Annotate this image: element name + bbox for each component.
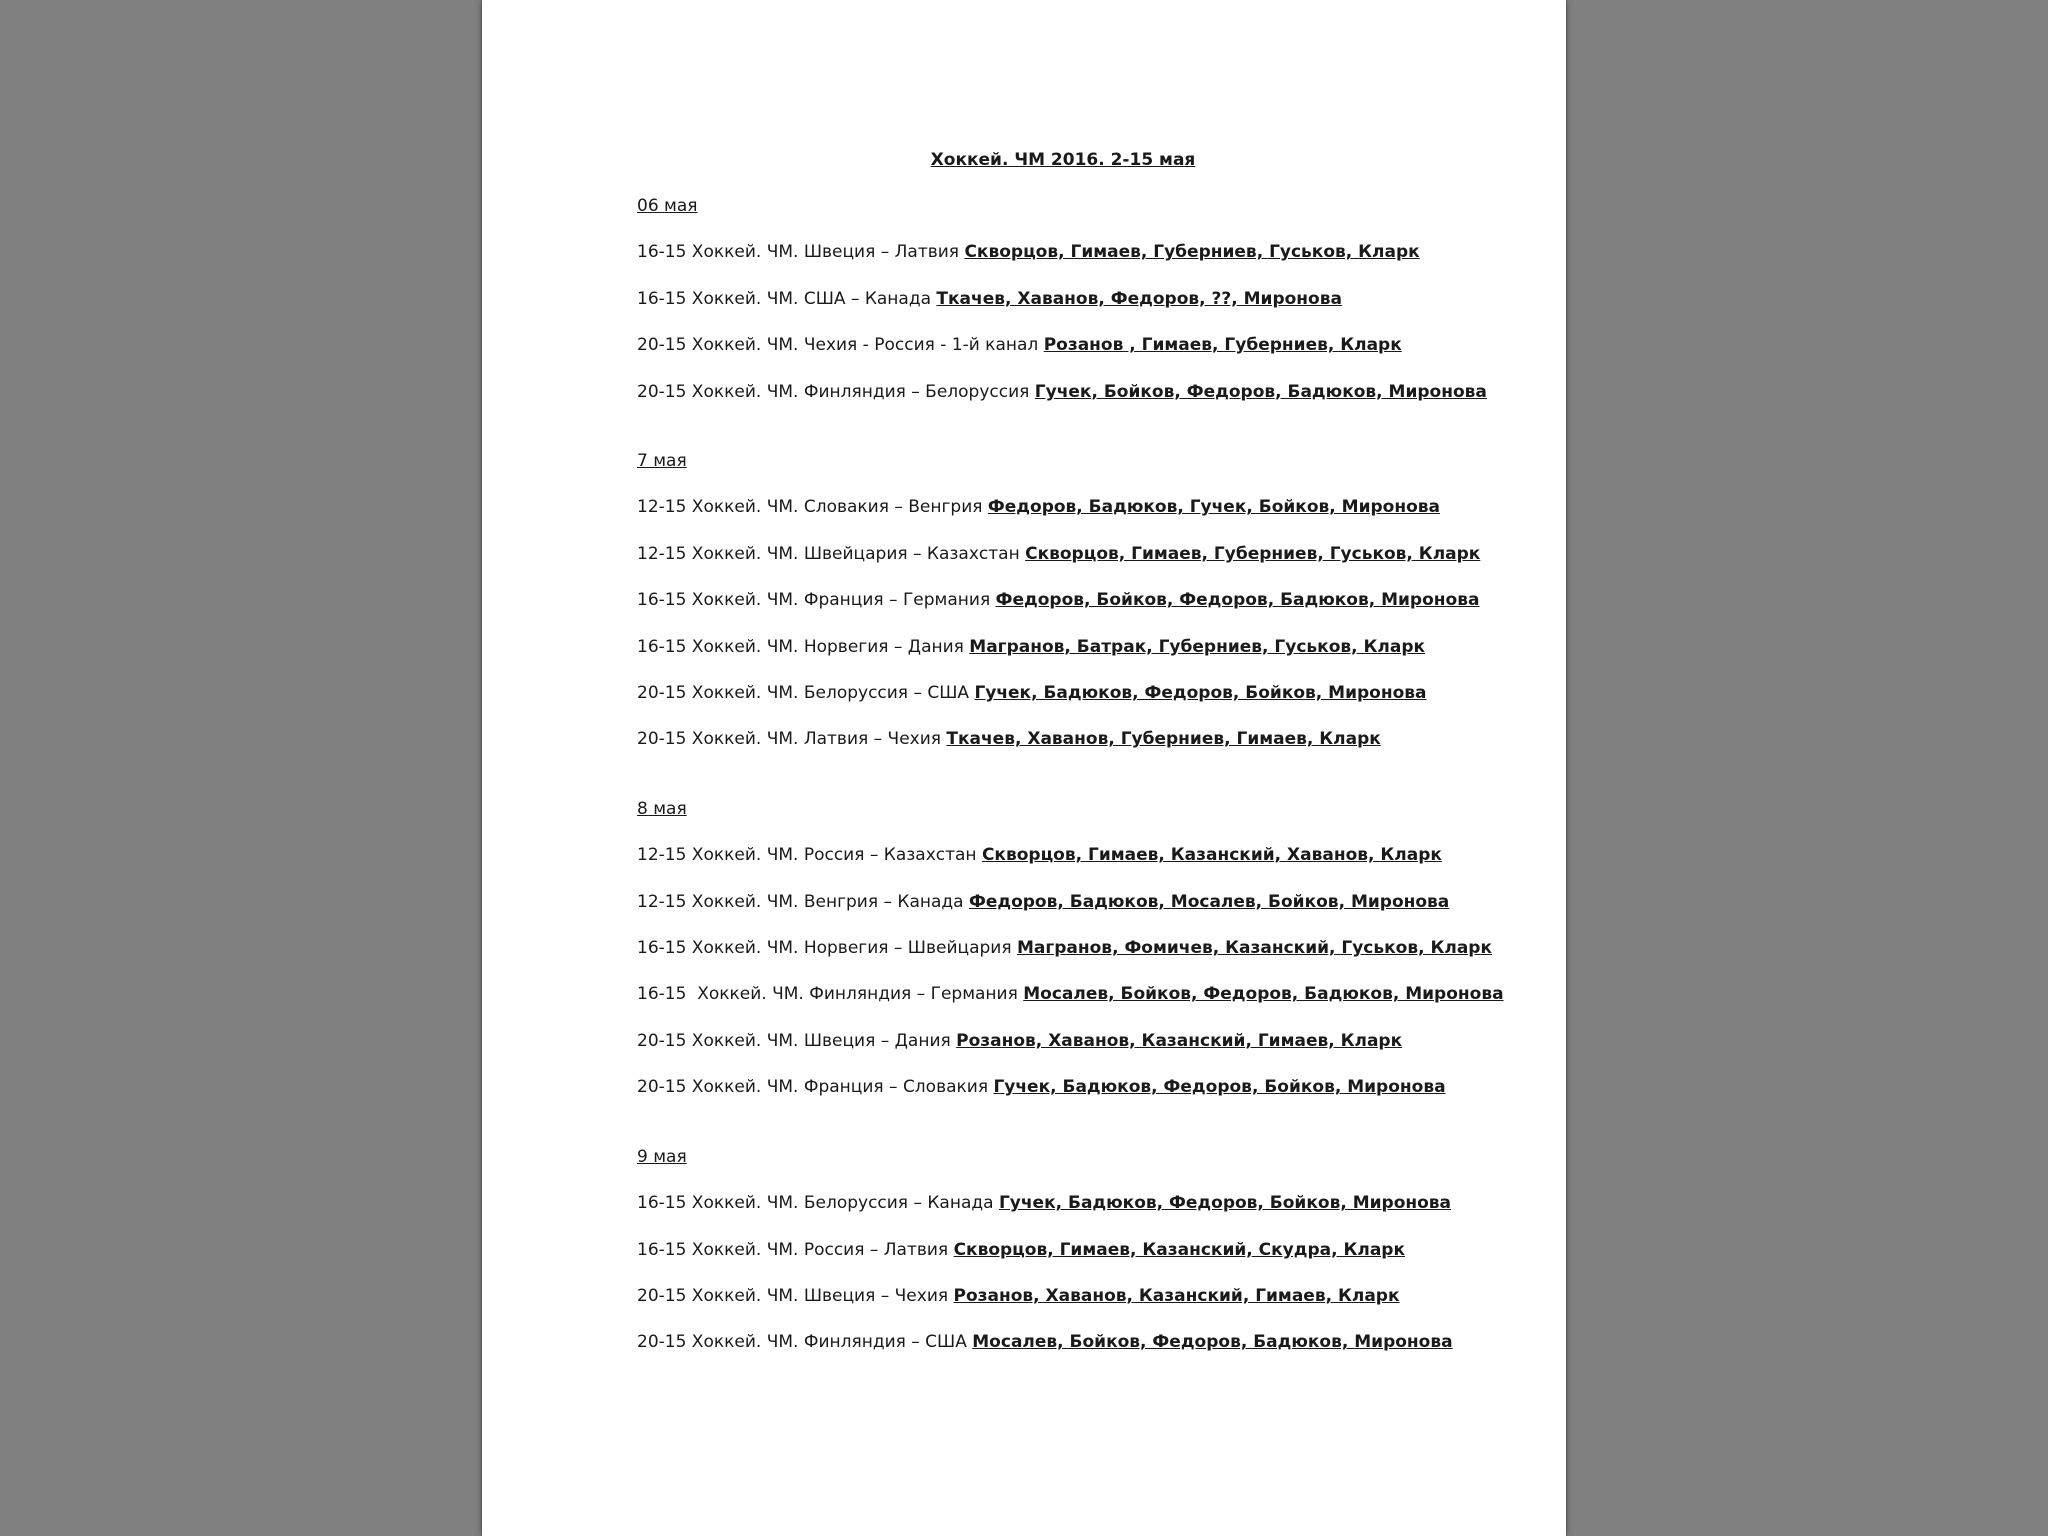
match-info: 12-15 Хоккей. ЧМ. Венгрия – Канада: [637, 891, 964, 912]
match-info: 20-15 Хоккей. ЧМ. Швеция – Чехия: [637, 1285, 949, 1306]
match-info: 20-15 Хоккей. ЧМ. Швеция – Дания: [637, 1030, 951, 1051]
match-info: 16-15 Хоккей. ЧМ. Швеция – Латвия: [637, 242, 960, 263]
commentators: Федоров, Бадюков, Гучек, Бойков, Миронова: [987, 497, 1440, 518]
schedule-entry: [637, 843, 1517, 867]
match-info: 20-15 Хоккей. ЧМ. Финляндия – Белоруссия: [637, 381, 1030, 402]
commentators: Магранов, Батрак, Губерниев, Гуськов, Кларк: [969, 636, 1426, 657]
commentators: Мосалев, Бойков, Федоров, Бадюков, Миронова: [972, 1332, 1453, 1353]
schedule-entry: [637, 542, 1517, 566]
schedule-entry: [637, 1075, 1517, 1099]
schedule-entry: [637, 380, 1517, 404]
section-date: 06 мая: [637, 196, 698, 216]
section-date: 9 мая: [637, 1146, 687, 1167]
document-page: [482, 0, 1566, 1536]
schedule-entry: [637, 635, 1517, 659]
schedule-entry: [637, 727, 1517, 751]
schedule-entry: [637, 890, 1517, 914]
schedule-entry: [637, 1238, 1517, 1262]
document-title: Хоккей. ЧМ 2016. 2-15 мая: [930, 150, 1196, 170]
schedule-entry: [637, 588, 1517, 612]
schedule-entry: [637, 1284, 1517, 1308]
day-section: [637, 449, 1517, 751]
document-content: [637, 148, 1517, 1400]
match-info: 20-15 Хоккей. ЧМ. Франция – Словакия: [637, 1077, 989, 1098]
commentators: Розанов, Хаванов, Казанский, Гимаев, Кларк: [956, 1030, 1403, 1051]
commentators: Скворцов, Гимаев, Казанский, Скудра, Кларк: [953, 1239, 1406, 1260]
commentators: Розанов, Хаванов, Казанский, Гимаев, Кларк: [953, 1285, 1400, 1306]
match-info: 16-15 Хоккей. ЧМ. Норвегия – Швейцария: [637, 938, 1012, 959]
commentators: Федоров, Бадюков, Мосалев, Бойков, Миронова: [968, 891, 1450, 912]
match-info: 12-15 Хоккей. ЧМ. Швейцария – Казахстан: [637, 543, 1020, 564]
commentators: Скворцов, Гимаев, Казанский, Хаванов, Кларк: [981, 845, 1442, 866]
match-info: 20-15 Хоккей. ЧМ. Белоруссия – США: [637, 683, 970, 704]
schedule-entry: [637, 287, 1517, 311]
match-info: 16-15 Хоккей. ЧМ. Финляндия – Германия: [637, 984, 1018, 1005]
match-info: 16-15 Хоккей. ЧМ. Россия – Латвия: [637, 1239, 949, 1260]
day-section: [637, 194, 1517, 404]
commentators: Мосалев, Бойков, Федоров, Бадюков, Миронова: [1023, 984, 1504, 1005]
commentators: Ткачев, Хаванов, Губерниев, Гимаев, Кларк: [946, 729, 1381, 750]
commentators: Магранов, Фомичев, Казанский, Гуськов, Кларк: [1016, 938, 1493, 959]
day-section: [637, 1145, 1517, 1355]
schedule-entry: [637, 1330, 1517, 1354]
schedule-entry: [637, 240, 1517, 264]
match-info: 20-15 Хоккей. ЧМ. Финляндия – США: [637, 1332, 967, 1353]
day-section: [637, 797, 1517, 1099]
schedule-entry: [637, 495, 1517, 519]
section-date: 8 мая: [637, 798, 687, 819]
commentators: Розанов , Гимаев, Губерниев, Кларк: [1043, 335, 1402, 356]
schedule-entry: [637, 1191, 1517, 1215]
match-info: 20-15 Хоккей. ЧМ. Латвия – Чехия: [637, 729, 941, 750]
section-date: 7 мая: [637, 451, 687, 472]
commentators: Гучек, Бадюков, Федоров, Бойков, Миронова: [998, 1193, 1452, 1214]
match-info: 16-15 Хоккей. ЧМ. США – Канада: [637, 288, 932, 309]
match-info: 20-15 Хоккей. ЧМ. Чехия - Россия - 1-й канал: [637, 335, 1039, 356]
commentators: Гучек, Бойков, Федоров, Бадюков, Миронова: [1034, 381, 1487, 402]
commentators: Гучек, Бадюков, Федоров, Бойков, Миронова: [993, 1077, 1446, 1098]
match-info: 16-15 Хоккей. ЧМ. Франция – Германия: [637, 590, 991, 611]
schedule-entry: [637, 982, 1517, 1006]
commentators: Гучек, Бадюков, Федоров, Бойков, Миронова: [974, 683, 1427, 704]
schedule-entry: [637, 936, 1517, 960]
commentators: Скворцов, Гимаев, Губерниев, Гуськов, Кларк: [964, 242, 1420, 263]
commentators: Федоров, Бойков, Федоров, Бадюков, Миронова: [995, 590, 1480, 611]
match-info: 16-15 Хоккей. ЧМ. Норвегия – Дания: [637, 636, 964, 657]
match-info: 12-15 Хоккей. ЧМ. Словакия – Венгрия: [637, 497, 983, 518]
match-info: 12-15 Хоккей. ЧМ. Россия – Казахстан: [637, 845, 977, 866]
commentators: Скворцов, Гимаев, Губерниев, Гуськов, Кларк: [1025, 543, 1481, 564]
schedule-entry: [637, 681, 1517, 705]
match-info: 16-15 Хоккей. ЧМ. Белоруссия – Канада: [637, 1193, 994, 1214]
schedule-entry: [637, 333, 1517, 357]
commentators: Ткачев, Хаванов, Федоров, ??, Миронова: [936, 288, 1342, 309]
schedule-entry: [637, 1029, 1517, 1053]
